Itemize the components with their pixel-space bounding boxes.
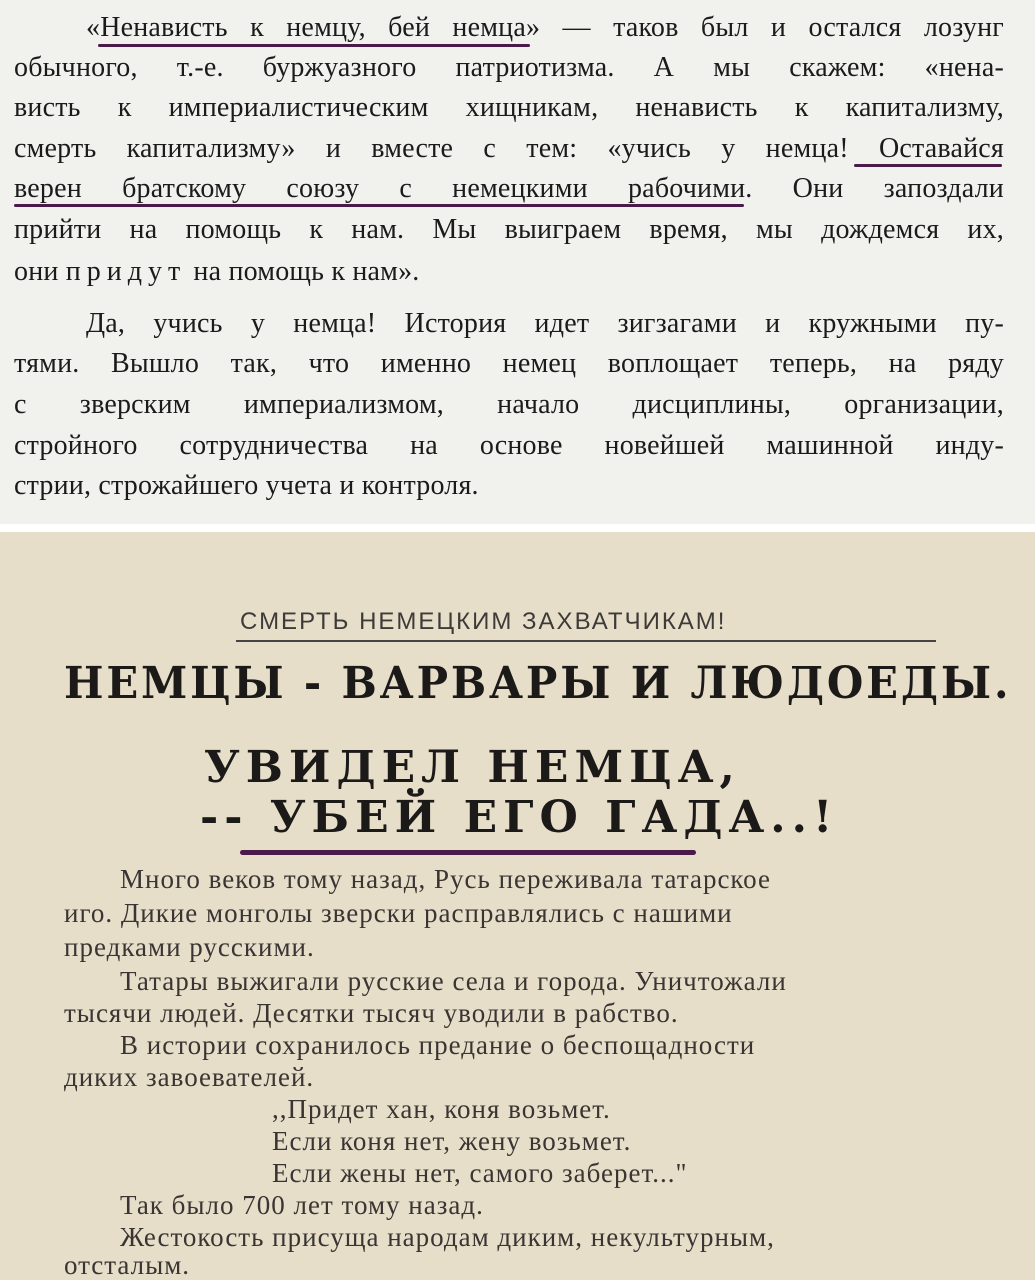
leaflet-headline: НЕМЦЫ - ВАРВАРЫ И ЛЮДОЕДЫ. (64, 658, 1012, 709)
excerpt-line-4: смерть капитализму» и вместе с тем: «учись у немца! Оставайся (14, 133, 1004, 164)
excerpt-line-2: обычного, т.-е. буржуазного патриотизма. А мы скажем: «нена- (14, 52, 1004, 83)
excerpt-p2-line-1: Да, учись у немца! История идет зигзагами и кружными пу- (86, 308, 1004, 339)
leaflet-body-line-10: отсталым. (64, 1250, 191, 1280)
leaflet-verse-3: Если жены нет, самого заберет..." (272, 1158, 688, 1188)
excerpt-line-3: висть к империалистическим хищникам, ненависть к капитализму, (14, 92, 1004, 123)
kicker-rule (236, 640, 936, 642)
leaflet-body-line-9: Жестокость присуща народам диким, некультурным, (120, 1222, 775, 1252)
leaflet-body-line-6: В истории сохранилось предание о беспощадности (120, 1030, 756, 1060)
leaflet-subhead-2: -- УБЕЙ ЕГО ГАДА..! (200, 792, 839, 843)
excerpt-spaced-word: придут (65, 256, 187, 287)
highlight-underline-2 (854, 164, 1002, 167)
highlight-underline-1 (98, 44, 530, 47)
excerpt-line-7-prefix: они (14, 256, 66, 287)
leaflet-kicker: СМЕРТЬ НЕМЕЦКИМ ЗАХВАТЧИКАМ! (240, 608, 727, 635)
excerpt-line-5: верен братскому союзу с немецкими рабочими. Они запоздали (14, 173, 1004, 204)
excerpt-line-6: прийти на помощь к нам. Мы выиграем время, мы дождемся их, (14, 214, 1004, 245)
leaflet-verse-2: Если коня нет, жену возьмет. (272, 1126, 632, 1156)
leaflet-body-line-3: предками русскими. (64, 932, 315, 962)
leaflet-body-line-7: диких завоевателей. (64, 1062, 315, 1092)
subhead-underline (240, 850, 696, 855)
leaflet-body-line-8: Так было 700 лет тому назад. (120, 1190, 484, 1220)
leaflet-body-line-2: иго. Дикие монголы зверски расправлялись с нашими (64, 898, 733, 928)
image-divider (0, 524, 1035, 532)
excerpt-p2-line-3: с зверским империализмом, начало дисциплины, организации, (14, 389, 1004, 420)
excerpt-line-7 (14, 256, 1004, 288)
highlight-underline-3 (14, 204, 744, 207)
leaflet-subhead-1: УВИДЕЛ НЕМЦА, (204, 742, 741, 793)
book-excerpt-panel (0, 0, 1035, 524)
excerpt-p2-line-2: тями. Вышло так, что именно немец воплощает теперь, на ряду (14, 348, 1004, 379)
leaflet-body-line-1: Много веков тому назад, Русь переживала татарское (120, 864, 771, 894)
excerpt-line-1: «Ненависть к немцу, бей немца» — таков был и остался лозунг (86, 12, 1004, 43)
excerpt-line-7-suffix: на помощь к нам». (186, 256, 420, 287)
excerpt-p2-line-4: стройного сотрудничества на основе новейшей машинной инду- (14, 430, 1004, 461)
leaflet-body-line-5: тысячи людей. Десятки тысяч уводили в рабство. (64, 998, 679, 1028)
leaflet-body-line-4: Татары выжигали русские села и города. Уничтожали (120, 966, 787, 996)
leaflet-verse-1: ,,Придет хан, коня возьмет. (272, 1094, 611, 1124)
excerpt-p2-line-5: стрии, строжайшего учета и контроля. (14, 470, 479, 501)
